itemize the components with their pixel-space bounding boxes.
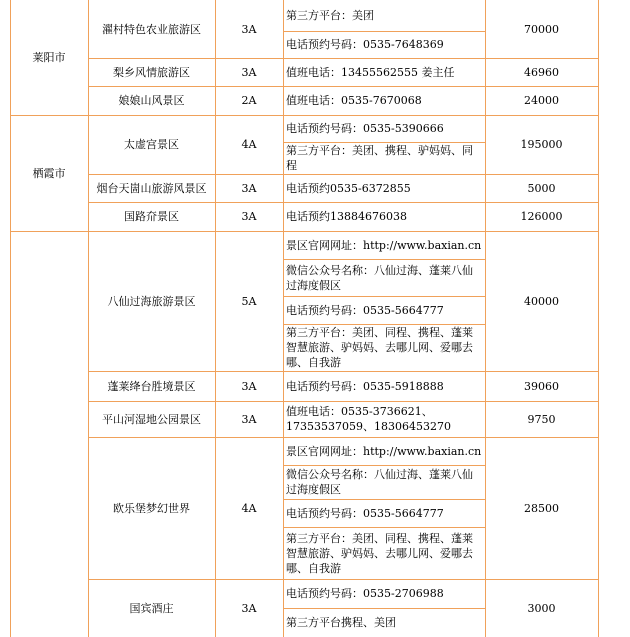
contact-info: 值班电话：0535-3736621、17353537059、18306453270 bbox=[286, 405, 451, 433]
scenic-grade: 3A bbox=[241, 601, 257, 615]
capacity-value: 5000 bbox=[527, 181, 556, 195]
scenic-name: 欧乐堡梦幻世界 bbox=[113, 501, 190, 515]
scenic-name: 濯村特色农业旅游区 bbox=[102, 22, 201, 36]
table-border bbox=[598, 0, 599, 637]
capacity-value: 9750 bbox=[527, 412, 556, 426]
scenic-grade: 3A bbox=[241, 379, 257, 393]
contact-info: 微信公众号名称：八仙过海、蓬莱八仙过海度假区 bbox=[286, 263, 473, 292]
scenic-grade: 5A bbox=[241, 294, 257, 308]
scenic-name: 国路夼景区 bbox=[124, 210, 179, 223]
scenic-name: 八仙过海旅游景区 bbox=[107, 294, 196, 308]
scenic-grade: 4A bbox=[241, 501, 257, 515]
contact-info: 微信公众号名称：八仙过海、蓬莱八仙过海度假区 bbox=[286, 468, 473, 496]
contact-info: 值班电话：0535-7670068 bbox=[286, 94, 422, 107]
city-cell: 栖霞市 bbox=[32, 166, 66, 180]
city-cell: 莱阳市 bbox=[32, 51, 66, 64]
capacity-value: 40000 bbox=[524, 294, 559, 308]
capacity-value: 195000 bbox=[520, 138, 563, 151]
scenic-name: 国宾酒庄 bbox=[129, 601, 174, 615]
scenic-grade: 4A bbox=[241, 138, 257, 151]
contact-info: 第三方平台：美团、同程、携程、蓬莱智慧旅游、驴妈妈、去哪儿网、爱哪去哪、自我游 bbox=[286, 531, 473, 575]
scenic-name: 蓬莱绛台胜境景区 bbox=[107, 379, 196, 393]
capacity-value: 126000 bbox=[520, 210, 563, 223]
contact-info: 电话预约0535-6372855 bbox=[286, 181, 411, 195]
scenic-grade: 3A bbox=[241, 22, 257, 36]
contact-info: 第三方平台：美团 bbox=[286, 9, 374, 22]
capacity-value: 24000 bbox=[524, 94, 559, 107]
contact-info: 电话预约号码：0535-5664777 bbox=[286, 506, 444, 520]
scenic-grade: 2A bbox=[241, 94, 257, 107]
capacity-value: 28500 bbox=[524, 501, 559, 515]
scenic-name: 平山河湿地公园景区 bbox=[102, 412, 201, 426]
contact-info: 景区官网网址：http://www.baxian.cn bbox=[286, 444, 482, 458]
capacity-value: 3000 bbox=[527, 601, 556, 615]
scenic-grade: 3A bbox=[241, 412, 257, 426]
scenic-name: 梨乡风情旅游区 bbox=[113, 65, 190, 79]
contact-info: 第三方平台：美团、携程、驴妈妈、同程 bbox=[286, 144, 473, 172]
contact-info: 电话预约号码：0535-5918888 bbox=[286, 379, 444, 393]
contact-info: 电话预约号码：0535-7648369 bbox=[286, 38, 444, 51]
contact-info: 第三方平台：美团、同程、携程、蓬莱智慧旅游、驴妈妈、去哪儿网、爱哪去哪、自我游 bbox=[286, 326, 473, 369]
contact-info: 电话预约13884676038 bbox=[286, 210, 407, 223]
capacity-value: 39060 bbox=[524, 379, 559, 393]
contact-info: 景区官网网址：http://www.baxian.cn bbox=[286, 238, 482, 252]
contact-info: 第三方平台携程、美团 bbox=[286, 616, 396, 629]
contact-info: 电话预约号码：0535-5390666 bbox=[286, 122, 444, 135]
contact-info: 电话预约号码：0535-5664777 bbox=[286, 303, 444, 317]
contact-info: 值班电话：13455562555 姜主任 bbox=[286, 65, 455, 79]
scenic-grade: 3A bbox=[241, 181, 257, 195]
scenic-name: 太虚宫景区 bbox=[124, 138, 179, 151]
scenic-name: 娘娘山风景区 bbox=[118, 94, 185, 107]
scenic-grade: 3A bbox=[241, 210, 257, 223]
scenic-name: 烟台天崮山旅游风景区 bbox=[96, 181, 207, 195]
capacity-value: 46960 bbox=[524, 65, 559, 79]
contact-info: 电话预约号码：0535-2706988 bbox=[286, 587, 444, 600]
scenic-grade: 3A bbox=[241, 65, 257, 79]
capacity-value: 70000 bbox=[524, 22, 559, 36]
